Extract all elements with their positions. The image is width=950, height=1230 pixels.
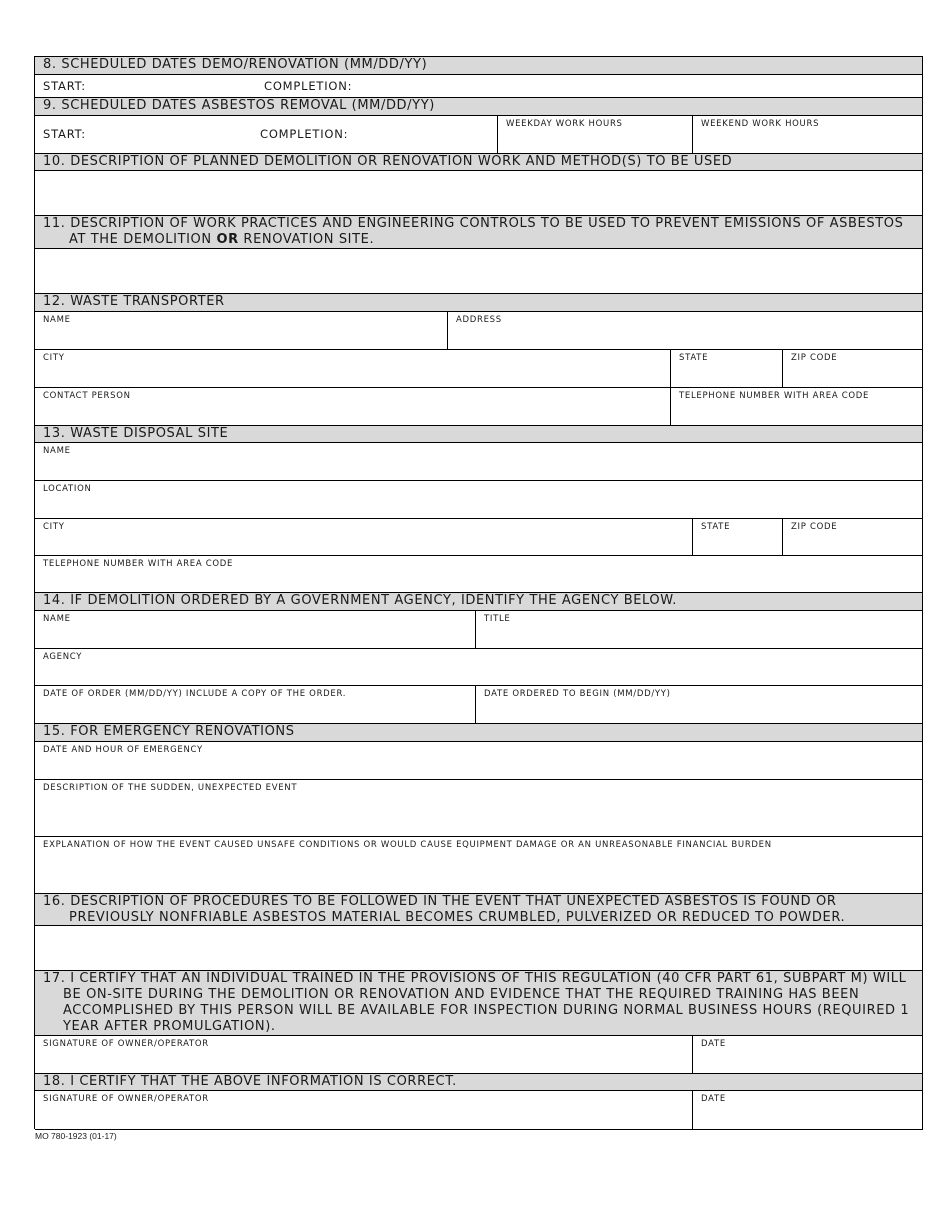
disposal-city-field[interactable]: CITY — [35, 519, 693, 555]
transporter-name-field[interactable]: NAME — [35, 312, 448, 349]
section-8-header — [35, 57, 923, 75]
disposal-name-field[interactable]: NAME — [35, 443, 923, 481]
section-10-title: 10. DESCRIPTION OF PLANNED DEMOLITION OR RENOVATION WORK AND METHOD(S) TO BE USED — [43, 154, 733, 169]
date-of-order-field[interactable]: DATE OF ORDER (MM/DD/YY) INCLUDE A COPY OF THE ORDER. — [35, 686, 476, 723]
transporter-phone-field[interactable]: TELEPHONE NUMBER WITH AREA CODE — [679, 391, 870, 401]
section-16-header — [35, 894, 923, 926]
section-14-row-3 — [35, 686, 923, 724]
section-17-header — [35, 971, 923, 1036]
section-16-title-line2: PREVIOUSLY NONFRIABLE ASBESTOS MATERIAL BECOMES CRUMBLED, PULVERIZED OR REDUCED TO POWDER. — [69, 910, 846, 925]
transporter-zip-field[interactable]: ZIP CODE — [791, 353, 838, 363]
section-12-header — [35, 294, 923, 312]
demo-completion-label: COMPLETION: — [264, 79, 353, 93]
section-15-title: 15. FOR EMERGENCY RENOVATIONS — [43, 724, 295, 739]
transporter-city-field[interactable]: CITY — [35, 350, 671, 387]
disposal-phone-field[interactable]: TELEPHONE NUMBER WITH AREA CODE — [35, 556, 923, 593]
transporter-address-field[interactable]: ADDRESS — [456, 315, 502, 325]
section-11-title-line1: 11. DESCRIPTION OF WORK PRACTICES AND ENGINEERING CONTROLS TO BE USED TO PREVENT EMISSIONS OF ASBESTOS — [43, 216, 904, 231]
section-17-title-line2: BE ON-SITE DURING THE DEMOLITION OR RENOVATION AND EVIDENCE THAT THE REQUIRED TRAINING HAS BEEN — [63, 987, 860, 1002]
disposal-state-field[interactable]: STATE — [693, 519, 783, 555]
section-16-field[interactable] — [35, 926, 923, 971]
section-13-title: 13. WASTE DISPOSAL SITE — [43, 426, 229, 441]
transporter-state-field[interactable]: STATE — [671, 350, 783, 387]
section-10-header — [35, 154, 923, 171]
section-18-title: 18. I CERTIFY THAT THE ABOVE INFORMATION IS CORRECT. — [43, 1074, 457, 1089]
disposal-location-field[interactable]: LOCATION — [35, 481, 923, 519]
transporter-contact-field[interactable]: CONTACT PERSON — [35, 388, 671, 425]
section-17-signature-row — [35, 1036, 923, 1074]
section-12-title: 12. WASTE TRANSPORTER — [43, 294, 225, 309]
demo-start-label: START: — [43, 79, 86, 93]
section-15-header — [35, 724, 923, 742]
certify-signature-field[interactable]: SIGNATURE OF OWNER/OPERATOR — [35, 1091, 693, 1129]
certify-date-field[interactable]: DATE — [701, 1094, 726, 1104]
removal-completion-label: COMPLETION: — [260, 127, 349, 141]
section-13-city-row — [35, 519, 923, 556]
removal-start-label: START: — [43, 127, 86, 141]
agency-contact-name-field[interactable]: NAME — [35, 611, 476, 648]
section-11-header — [35, 216, 923, 249]
section-11-title-line2: AT THE DEMOLITION OR RENOVATION SITE. — [69, 232, 375, 247]
weekend-hours-field[interactable] — [693, 116, 922, 153]
disposal-zip-field[interactable]: ZIP CODE — [791, 522, 838, 532]
training-date-field[interactable]: DATE — [701, 1039, 726, 1049]
section-14-row-1 — [35, 611, 923, 649]
form-number: MO 780-1923 (01-17) — [35, 1131, 117, 1141]
section-12-row-1 — [35, 312, 923, 350]
section-14-header — [35, 593, 923, 611]
section-12-row-2 — [35, 350, 923, 388]
section-10-field[interactable] — [35, 171, 923, 216]
section-11-field[interactable] — [35, 249, 923, 294]
section-8-dates-row[interactable] — [35, 75, 923, 98]
training-signature-field[interactable]: SIGNATURE OF OWNER/OPERATOR — [35, 1036, 693, 1073]
section-17-title-line1: 17. I CERTIFY THAT AN INDIVIDUAL TRAINED IN THE PROVISIONS OF THIS REGULATION (40 CFR PART 61, SUBPART M) WILL — [43, 971, 907, 986]
section-18-header — [35, 1074, 923, 1091]
section-9-header — [35, 98, 923, 116]
section-9-row — [35, 116, 923, 154]
emergency-explanation-field[interactable]: EXPLANATION OF HOW THE EVENT CAUSED UNSAFE CONDITIONS OR WOULD CAUSE EQUIPMENT DAMAGE OR AN UNREASONABLE FINANCIAL BURDEN — [35, 837, 923, 894]
section-13-header — [35, 426, 923, 443]
weekend-hours-label: WEEKEND WORK HOURS — [701, 119, 820, 129]
emergency-description-field[interactable]: DESCRIPTION OF THE SUDDEN, UNEXPECTED EVENT — [35, 780, 923, 837]
removal-dates-field[interactable] — [35, 116, 498, 153]
section-12-row-3 — [35, 388, 923, 426]
agency-contact-title-field[interactable]: TITLE — [484, 614, 511, 624]
asbestos-notification-form — [34, 56, 923, 1129]
date-ordered-begin-field[interactable]: DATE ORDERED TO BEGIN (MM/DD/YY) — [484, 689, 671, 699]
section-17-title-line4: YEAR AFTER PROMULGATION). — [63, 1019, 276, 1034]
emergency-date-hour-field[interactable]: DATE AND HOUR OF EMERGENCY — [35, 742, 923, 780]
weekday-hours-field[interactable] — [498, 116, 693, 153]
agency-field[interactable]: AGENCY — [35, 649, 923, 686]
section-17-title-line3: ACCOMPLISHED BY THIS PERSON WILL BE AVAILABLE FOR INSPECTION DURING NORMAL BUSINESS HOURS (REQUIRED 1 — [63, 1003, 910, 1018]
section-9-title: 9. SCHEDULED DATES ASBESTOS REMOVAL (MM/DD/YY) — [43, 98, 435, 113]
section-16-title-line1: 16. DESCRIPTION OF PROCEDURES TO BE FOLLOWED IN THE EVENT THAT UNEXPECTED ASBESTOS IS FOUND OR — [43, 894, 837, 909]
weekday-hours-label: WEEKDAY WORK HOURS — [506, 119, 623, 129]
section-18-signature-row — [35, 1091, 923, 1130]
section-8-title: 8. SCHEDULED DATES DEMO/RENOVATION (MM/DD/YY) — [43, 57, 428, 72]
section-14-title: 14. IF DEMOLITION ORDERED BY A GOVERNMENT AGENCY, IDENTIFY THE AGENCY BELOW. — [43, 593, 677, 608]
